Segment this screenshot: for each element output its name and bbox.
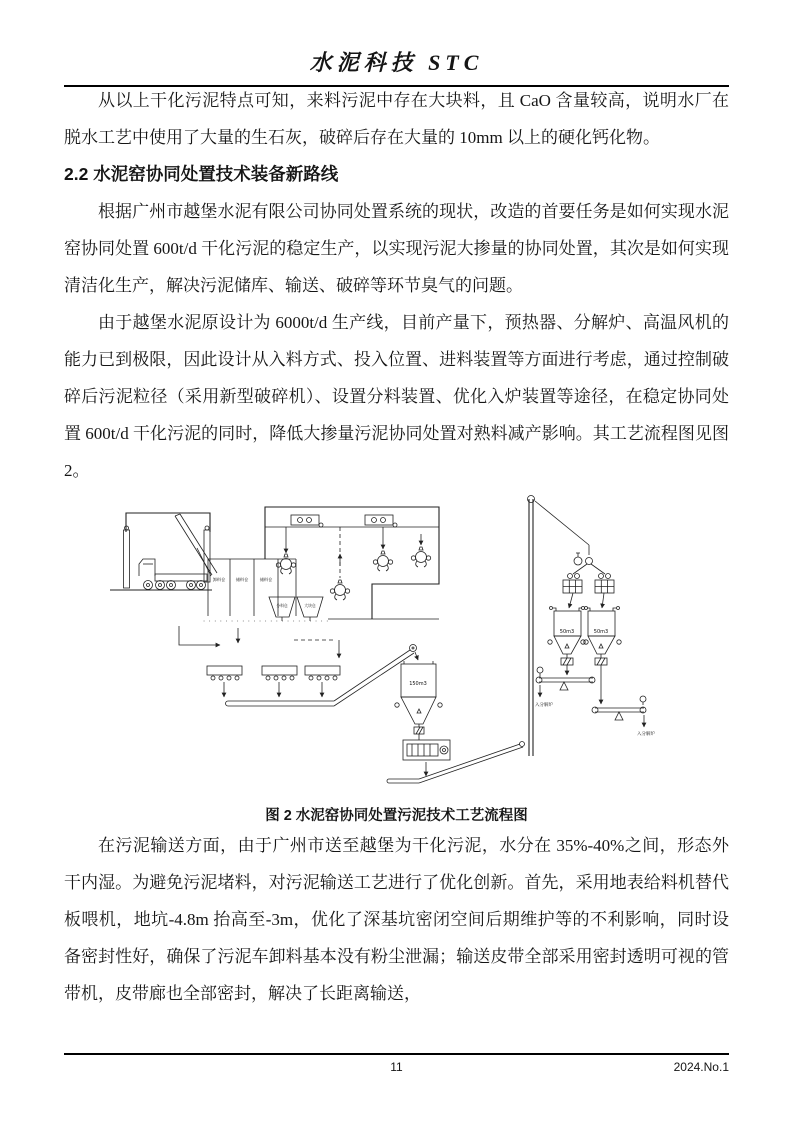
feeder-3 <box>305 666 340 697</box>
receiving-pit <box>204 559 328 621</box>
hoist-trolley-left <box>291 515 323 527</box>
issue-label: 2024.No.1 <box>673 1060 729 1074</box>
hoist-trolley-right <box>365 515 397 527</box>
footer-rule <box>64 1053 729 1055</box>
crusher <box>403 734 450 776</box>
funnel-right-label: 大块仓 <box>304 603 316 608</box>
unloading-shed <box>110 513 212 590</box>
bin-left-label: 50m3 <box>559 629 575 635</box>
paragraph-transport: 在污泥输送方面，由于广州市送至越堡为干化污泥，水分在 35%-40%之间，形态外干内湿。为避免污泥堵料，对污泥输送工艺进行了优化创新。首先，采用地表给料机替代板喂机，地坑-4.8m 抬高至-3m，优化了深基坑密闭空间后期维护等的不利影响，同时设备密封性好，确保了污泥车卸料基本没有粉尘泄漏；输送皮带全部采用密封透明可视的管带机，皮带廊也全部密封，解决了长距离输送， <box>64 836 729 1003</box>
paragraph-design: 由于越堡水泥原设计为 6000t/d 生产线，目前产量下，预热器、分解炉、高温风机的能力已到极限，因此设计从入料方式、投入位置、进料装置等方面进行考虑，通过控制破碎后污泥粒径（采用新型破碎机）、设置分料装置、优化入炉装置等途径，在稳定协同处置 600t/d 干化污泥的同时，降低大掺量污泥协同处置对熟料减产影响。其工艺流程图见图 2。 <box>64 313 729 480</box>
buffer-hopper-label: 150m3 <box>409 681 427 687</box>
funnel-left-label: 分料仓 <box>276 603 288 608</box>
feeder-2 <box>262 666 297 697</box>
buffer-hopper-150m3 <box>395 661 442 734</box>
grab-bucket-4 <box>411 534 430 567</box>
pit-cell-3-label: 储料仓 <box>259 577 273 582</box>
pit-cell-2-label: 储料仓 <box>235 577 249 582</box>
to-calciner-right-label: 入分解炉 <box>637 732 655 737</box>
surface-feeders <box>207 666 340 697</box>
grab-bucket-1 <box>276 527 295 574</box>
section-heading: 2.2 水泥窑协同处置技术装备新路线 <box>64 164 339 184</box>
grab-bucket-2 <box>330 527 349 600</box>
to-calciner-left-label: 入分解炉 <box>535 703 553 708</box>
process-flow-figure <box>64 489 729 827</box>
feed-line-right <box>584 574 656 738</box>
dump-truck <box>139 514 217 590</box>
bucket-elevator <box>528 496 590 757</box>
transfer-arrows <box>179 626 339 658</box>
process-flow-diagram <box>92 489 692 801</box>
storage-hall <box>265 507 439 621</box>
paragraph-intro: 从以上干化污泥特点可知，来料污泥中存在大块料，且 CaO 含量较高，说明水厂在脱水工艺中使用了大量的生石灰，破碎后存在大量的 10mm 以上的硬化钙化物。 <box>64 91 729 147</box>
feeder-1 <box>207 666 242 697</box>
article-body <box>64 82 729 1012</box>
journal-title: 水泥科技 STC <box>309 50 484 75</box>
bin-right-label: 50m3 <box>593 629 609 635</box>
figure-caption: 图 2 水泥窑协同处置污泥技术工艺流程图 <box>265 808 528 824</box>
journal-header <box>0 46 793 77</box>
page-number: 11 <box>390 1060 403 1074</box>
belt-conveyor-left <box>536 667 595 697</box>
grab-bucket-3 <box>373 527 392 571</box>
pit-cell-1-label: 卸料仓 <box>212 577 226 582</box>
distributor <box>573 553 605 574</box>
paragraph-overview: 根据广州市越堡水泥有限公司协同处置系统的现状，改造的首要任务是如何实现水泥窑协同处置 600t/d 干化污泥的稳定生产，以实现污泥大掺量的协同处置，其次是如何实现清洁化生产，解决污泥储库、输送、破碎等环节臭气的问题。 <box>64 202 729 295</box>
belt-conveyor-right <box>592 696 646 727</box>
pipe-conveyor-2 <box>387 742 525 784</box>
feed-line-left <box>535 574 595 709</box>
